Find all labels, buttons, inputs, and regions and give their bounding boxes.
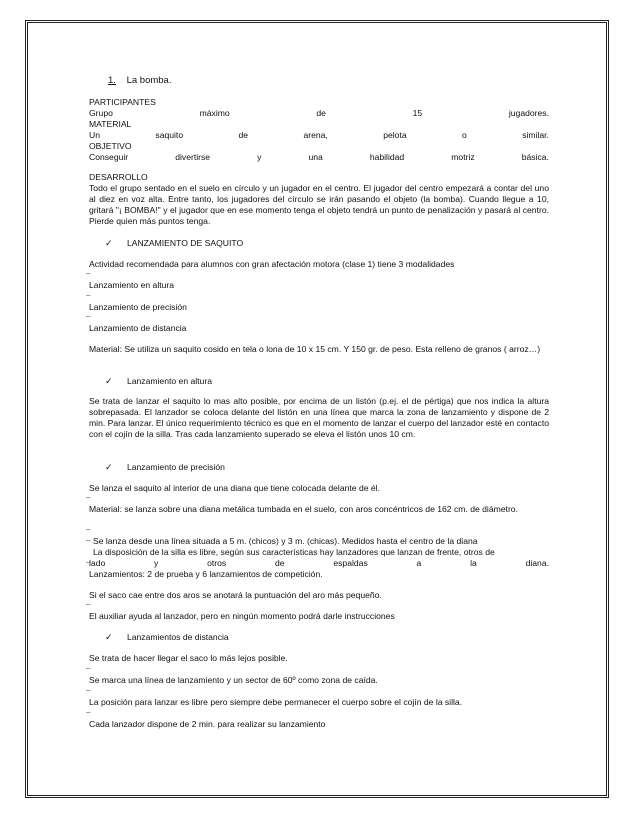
distancia-text-2: Se marca una línea de lanzamiento y un sector de 60º como zona de caída.	[89, 675, 378, 685]
word: y	[154, 558, 159, 568]
word: una	[308, 152, 323, 162]
dash-icon: ¯	[86, 316, 91, 325]
precision-text-6: Si el saco cae entre dos aros se anotará la puntuación del aro más pequeño.	[89, 590, 382, 600]
word: motriz	[451, 152, 475, 162]
checkmark-icon: ✓	[105, 632, 113, 642]
word: similar.	[522, 130, 549, 140]
modalidad-item: Lanzamiento en altura	[89, 280, 175, 290]
altura-heading: Lanzamiento en altura	[126, 376, 212, 386]
dash-icon: ¯	[86, 690, 91, 699]
word: pelota	[383, 130, 407, 140]
word: de	[275, 558, 285, 568]
precision-text-4b	[89, 558, 549, 569]
dash-icon: ¯	[86, 295, 91, 304]
dash-icon: ¯	[86, 604, 91, 613]
checkmark-icon: ✓	[105, 238, 113, 248]
word: lado	[89, 558, 106, 568]
word: de	[238, 130, 249, 140]
precision-heading: Lanzamiento de precisión	[126, 462, 225, 472]
word: arena,	[303, 130, 328, 140]
precision-text-2: Material: se lanza sobre una diana metálica tumbada en el suelo, con aros concéntricos de 162 cm. de diámetro.	[89, 504, 518, 514]
participantes-heading: PARTICIPANTES	[89, 97, 156, 107]
word: saquito	[155, 130, 184, 140]
altura-text: Se trata de lanzar el saquito lo mas alto posible, por encima de un listón (p.ej. el de pértiga) que nos indica la altura sobrepasada. El lanzador se coloca delante del listón en una línea que marca la zona de lanzamiento y dispone de 2 min. Para lanzar. El único requerimiento técnico es que en el momento de lanzar el cuerpo del lanzador esté en contacto con el cojín de la silla. Tras cada lanzamiento superado se eleva el listón unos 10 cm.	[89, 396, 549, 439]
dash-icon: ¯	[86, 540, 91, 549]
desarrollo-heading: DESARROLLO	[89, 172, 148, 182]
dash-icon: ¯	[86, 668, 91, 677]
word: Un	[89, 130, 100, 140]
dash-icon: ¯	[86, 273, 91, 282]
word: otros	[207, 558, 227, 568]
lanzamiento-intro: Actividad recomendada para alumnos con gran afectación motora (clase 1) tiene 3 modalidades	[89, 259, 455, 269]
material-heading: MATERIAL	[89, 119, 132, 129]
word: habilidad	[369, 152, 405, 162]
word: de	[316, 108, 326, 118]
word: la	[470, 558, 477, 568]
word: máximo	[199, 108, 230, 118]
word: divertirse	[175, 152, 211, 162]
distancia-heading: Lanzamientos de distancia	[126, 632, 229, 642]
precision-text-7: El auxiliar ayuda al lanzador, pero en ningún momento podrá darle instrucciones	[89, 611, 395, 621]
word: Conseguir	[89, 152, 129, 162]
participantes-line	[89, 108, 549, 119]
precision-text-3: Se lanza desde una línea situada a 5 m. (chicos) y 3 m. (chicas). Medidos hasta el centro de la diana	[93, 536, 478, 546]
precision-text-5: Lanzamientos: 2 de prueba y 6 lanzamientos de competición.	[89, 569, 323, 579]
word: 15	[412, 108, 423, 118]
distancia-text-3: La posición para lanzar es libre pero siempre debe permanecer el cuerpo sobre el cojín de la silla.	[89, 697, 463, 707]
precision-text-4: La disposición de la silla es libre, según sus características hay lanzadores que lanzan de frente, otros de	[93, 547, 495, 557]
section-title-text: La bomba.	[126, 75, 172, 86]
word: diana.	[525, 558, 549, 568]
dash-icon: ¯	[86, 497, 91, 506]
objetivo-heading: OBJETIVO	[89, 141, 132, 151]
section-number: 1.	[108, 75, 116, 86]
checkmark-icon: ✓	[105, 462, 113, 472]
section-title	[108, 75, 171, 86]
word: básica.	[521, 152, 549, 162]
precision-heading-row	[105, 462, 225, 473]
checkmark-icon: ✓	[105, 376, 113, 386]
word: jugadores.	[508, 108, 549, 118]
word: a	[416, 558, 422, 568]
modalidad-item: Lanzamiento de precisión	[89, 302, 187, 312]
word: y	[257, 152, 262, 162]
dash-icon: ¯	[86, 712, 91, 721]
dash-icon: ¯	[86, 529, 91, 538]
material-line	[89, 130, 549, 141]
distancia-heading-row	[105, 632, 229, 643]
lanzamiento-heading: LANZAMIENTO DE SAQUITO	[126, 238, 244, 248]
word: espaldas	[333, 558, 368, 568]
word: o	[462, 130, 467, 140]
dash-icon: ¯	[86, 562, 91, 571]
desarrollo-text: Todo el grupo sentado en el suelo en círculo y un jugador en el centro. El jugador del centro empezará a contar del uno al diez en voz alta. Entre tanto, los jugadores del círculo se irán pasando el objeto (la bomba). Cuando llegue a 10, gritará "¡ BOMBA!" y el jugador que en ese momento tenga el objeto tendrá un punto de penalización y pasará al centro. Pierde quien más puntos tenga.	[89, 183, 549, 226]
distancia-text-1: Se trata de hacer llegar el saco lo más lejos posible.	[89, 653, 288, 663]
altura-heading-row	[105, 376, 212, 387]
lanzamiento-heading-row	[105, 238, 243, 249]
objetivo-line	[89, 152, 549, 163]
distancia-text-4: Cada lanzador dispone de 2 min. para realizar su lanzamiento	[89, 719, 326, 729]
material-saquito-text: Material: Se utiliza un saquito cosido en tela o lona de 10 x 15 cm. Y 150 gr. de peso. Esta relleno de granos ( arroz…)	[89, 344, 541, 354]
word: Grupo	[89, 108, 113, 118]
modalidad-item: Lanzamiento de distancia	[89, 323, 187, 333]
precision-text-1: Se lanza el saquito al interior de una diana que tiene colocada delante de él.	[89, 483, 380, 493]
